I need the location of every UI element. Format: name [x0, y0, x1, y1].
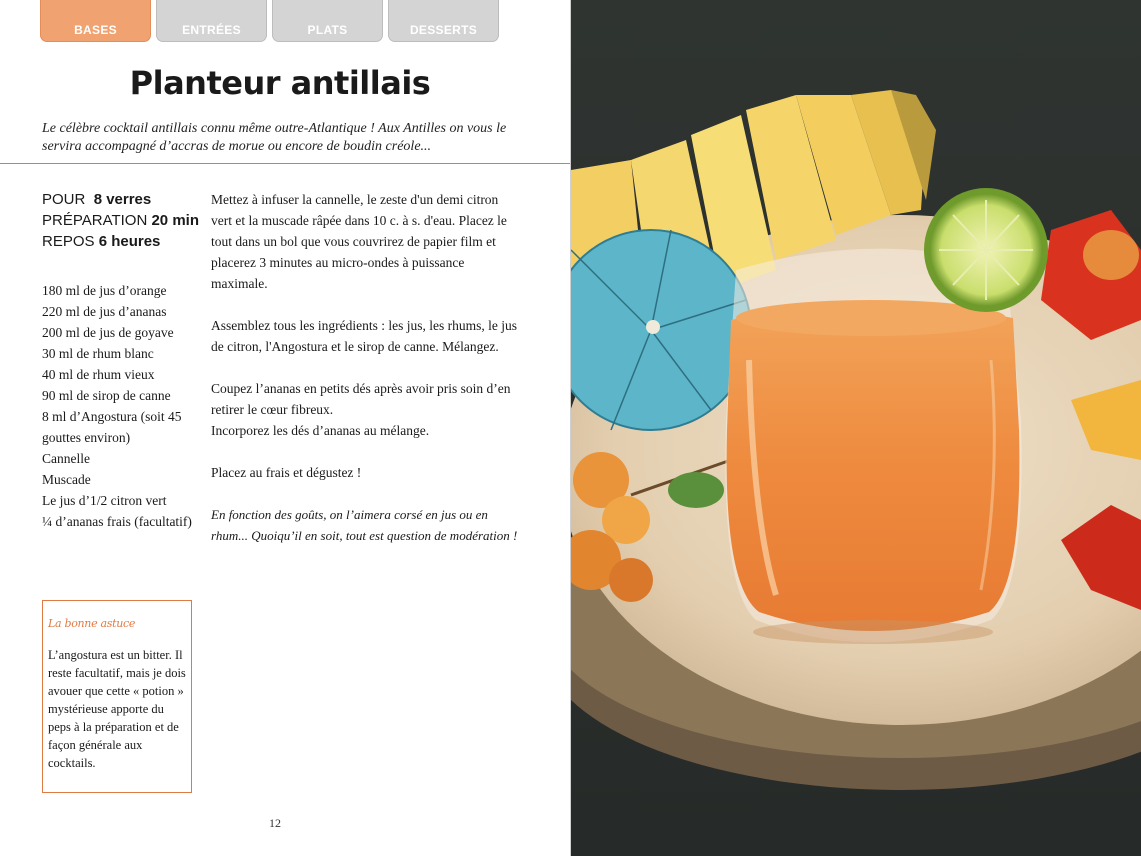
ingredient-item: 40 ml de rhum vieux: [42, 367, 155, 382]
servings-row: [42, 189, 212, 210]
step-paragraph: Placez au frais et dégustez !: [211, 465, 362, 480]
ingredient-item: Cannelle: [42, 451, 90, 466]
recipe-title: Planteur antillais: [129, 64, 431, 102]
leaf: [668, 472, 724, 508]
ingredient-list: [42, 280, 202, 532]
recipe-meta: [42, 189, 212, 252]
tip-text: L’angostura est un bitter. Il reste facultatif, mais je dois avouer que cette « potion » mystérieuse apporte du peps à la préparation et de façon générale aux cocktails.: [48, 648, 186, 770]
step-paragraph: Mettez à infuser la cannelle, le zeste d'un demi citron vert et la muscade râpée dans 10 c. à s. d'eau. Placez le tout dans un bol que vous couvrirez de papier film et placerez 3 minutes au micro-ondes à puissance maximale.: [211, 192, 507, 291]
rest-label: REPOS: [42, 233, 95, 250]
tab-label: PLATS: [307, 23, 348, 37]
step-paragraph: Assemblez tous les ingrédients : les jus, les rhums, le jus de citron, l'Angostura et le sirop de canne. Mélangez.: [211, 318, 517, 354]
tab-bases[interactable]: [40, 0, 151, 42]
page-number: 12: [269, 816, 281, 830]
rest-value: 6 heures: [98, 233, 161, 250]
servings-value: 8 verres: [93, 191, 152, 208]
recipe-note: En fonction des goûts, on l’aimera corsé en jus ou en rhum... Quoiqu’il en soit, tout est question de modération !: [211, 507, 518, 543]
ingredient-item: 180 ml de jus d’orange: [42, 283, 167, 298]
ingredient-item: Le jus d’1/2 citron vert: [42, 493, 167, 508]
tab-label: DESSERTS: [409, 23, 478, 37]
recipe-steps: [211, 189, 521, 567]
prep-value: 20 min: [151, 212, 199, 229]
lime-slice: [924, 188, 1048, 312]
ingredient-item: Muscade: [42, 472, 91, 487]
servings-label: POUR: [42, 191, 86, 208]
prep-label: PRÉPARATION: [42, 212, 148, 229]
tip-title: La bonne astuce: [48, 617, 136, 630]
tip-box: [42, 600, 192, 793]
ingredient-item: ¼ d’ananas frais (facultatif): [42, 514, 192, 529]
ingredient-item: 200 ml de jus de goyave: [42, 325, 174, 340]
ingredient-item: 220 ml de jus d’ananas: [42, 304, 167, 319]
section-divider: [0, 163, 570, 164]
tab-plats[interactable]: [272, 0, 383, 42]
rest-row: [42, 231, 212, 252]
category-tabs: [40, 0, 499, 42]
ingredient-item: 90 ml de sirop de canne: [42, 388, 171, 403]
prep-row: [42, 210, 212, 231]
photo-page: [571, 0, 1141, 856]
step-paragraph: Incorporez les dés d’ananas au mélange.: [211, 423, 430, 438]
tab-label: ENTRÉES: [182, 23, 241, 37]
ingredient-item: 30 ml de rhum blanc: [42, 346, 154, 361]
cocktail-photo: [571, 0, 1141, 856]
recipe-intro: Le célèbre cocktail antillais connu même outre-Atlantique ! Aux Antilles on vous le servira accompagné d’accras de morue ou encore de boudin créole...: [42, 121, 507, 154]
tab-label: BASES: [74, 23, 117, 37]
tab-desserts[interactable]: [388, 0, 499, 42]
tab-entrees[interactable]: [156, 0, 267, 42]
step-paragraph: Coupez l’ananas en petits dés après avoir pris soin d’en retirer le cœur fibreux.: [211, 381, 511, 417]
ingredient-item: 8 ml d’Angostura (soit 45 gouttes environ): [42, 409, 182, 445]
